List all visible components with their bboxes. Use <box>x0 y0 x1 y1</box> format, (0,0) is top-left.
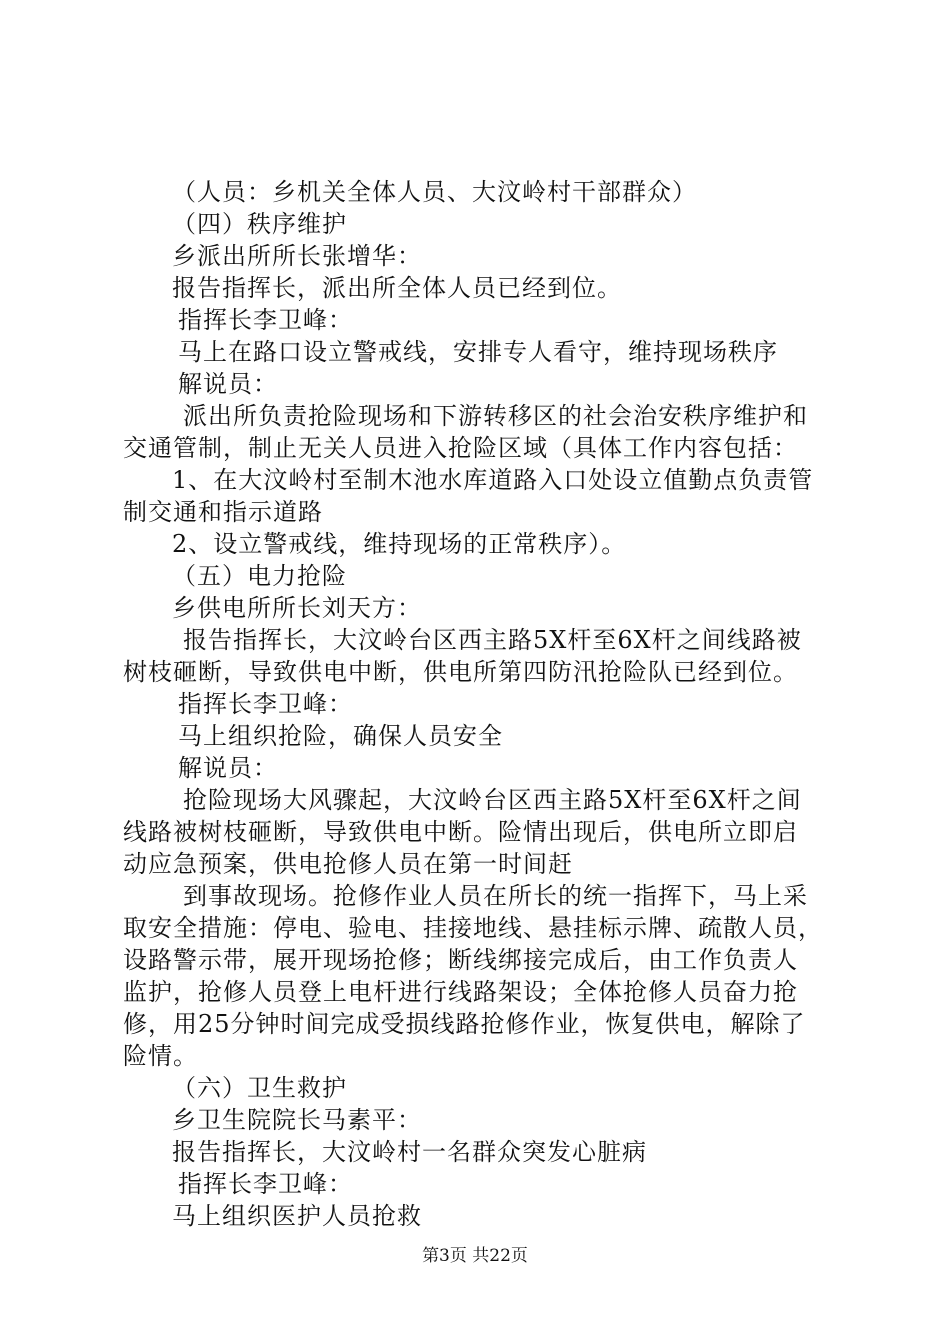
text-line: 2、设立警戒线，维持现场的正常秩序）。 <box>172 530 627 558</box>
text-line: 抢险现场大风骤起，大汶岭台区西主路5X杆至6X杆之间 <box>183 786 802 814</box>
text-line: 交通管制，制止无关人员进入抢险区域（具体工作内容包括： <box>123 434 798 462</box>
text-line: （人员：乡机关全体人员、大汶岭村干部群众） <box>172 178 697 206</box>
text-line: 动应急预案，供电抢修人员在第一时间赶 <box>123 850 573 878</box>
section-heading: （六）卫生救护 <box>172 1074 347 1102</box>
text-line: 马上组织医护人员抢救 <box>172 1202 422 1230</box>
speaker-label: 乡供电所所长刘天方： <box>172 594 422 622</box>
text-line: 马上组织抢险，确保人员安全 <box>178 722 503 750</box>
text-line: 修，用25分钟时间完成受损线路抢修作业，恢复供电，解除了 <box>123 1010 806 1038</box>
speaker-label: 乡派出所所长张增华： <box>172 242 422 270</box>
text-line: 报告指挥长，大汶岭村一名群众突发心脏病 <box>172 1138 647 1166</box>
speaker-label: 解说员： <box>178 370 278 398</box>
section-heading: （五）电力抢险 <box>172 562 347 590</box>
text-line: 监护，抢修人员登上电杆进行线路架设；全体抢修人员奋力抢 <box>123 978 798 1006</box>
text-line: 马上在路口设立警戒线，安排专人看守，维持现场秩序 <box>178 338 778 366</box>
text-line: 1、在大汶岭村至制木池水库道路入口处设立值勤点负责管 <box>172 466 814 494</box>
text-line: 制交通和指示道路 <box>123 498 323 526</box>
text-line: 报告指挥长，大汶岭台区西主路5X杆至6X杆之间线路被 <box>183 626 802 654</box>
speaker-label: 解说员： <box>178 754 278 782</box>
text-line: 报告指挥长，派出所全体人员已经到位。 <box>172 274 622 302</box>
text-line: 派出所负责抢险现场和下游转移区的社会治安秩序维护和 <box>183 402 808 430</box>
section-heading: （四）秩序维护 <box>172 210 347 238</box>
text-line: 险情。 <box>123 1042 198 1070</box>
speaker-label: 指挥长李卫峰： <box>178 690 353 718</box>
speaker-label: 乡卫生院院长马素平： <box>172 1106 422 1134</box>
text-line: 树枝砸断，导致供电中断，供电所第四防汛抢险队已经到位。 <box>123 658 798 686</box>
text-line: 取安全措施：停电、验电、挂接地线、悬挂标示牌、疏散人员， <box>123 914 823 942</box>
speaker-label: 指挥长李卫峰： <box>178 306 353 334</box>
page-number: 第3页 共22页 <box>422 1246 528 1266</box>
text-line: 设路警示带，展开现场抢修；断线绑接完成后，由工作负责人 <box>123 946 798 974</box>
speaker-label: 指挥长李卫峰： <box>178 1170 353 1198</box>
text-line: 线路被树枝砸断，导致供电中断。险情出现后，供电所立即启 <box>123 818 798 846</box>
text-line: 到事故现场。抢修作业人员在所长的统一指挥下，马上采 <box>183 882 808 910</box>
